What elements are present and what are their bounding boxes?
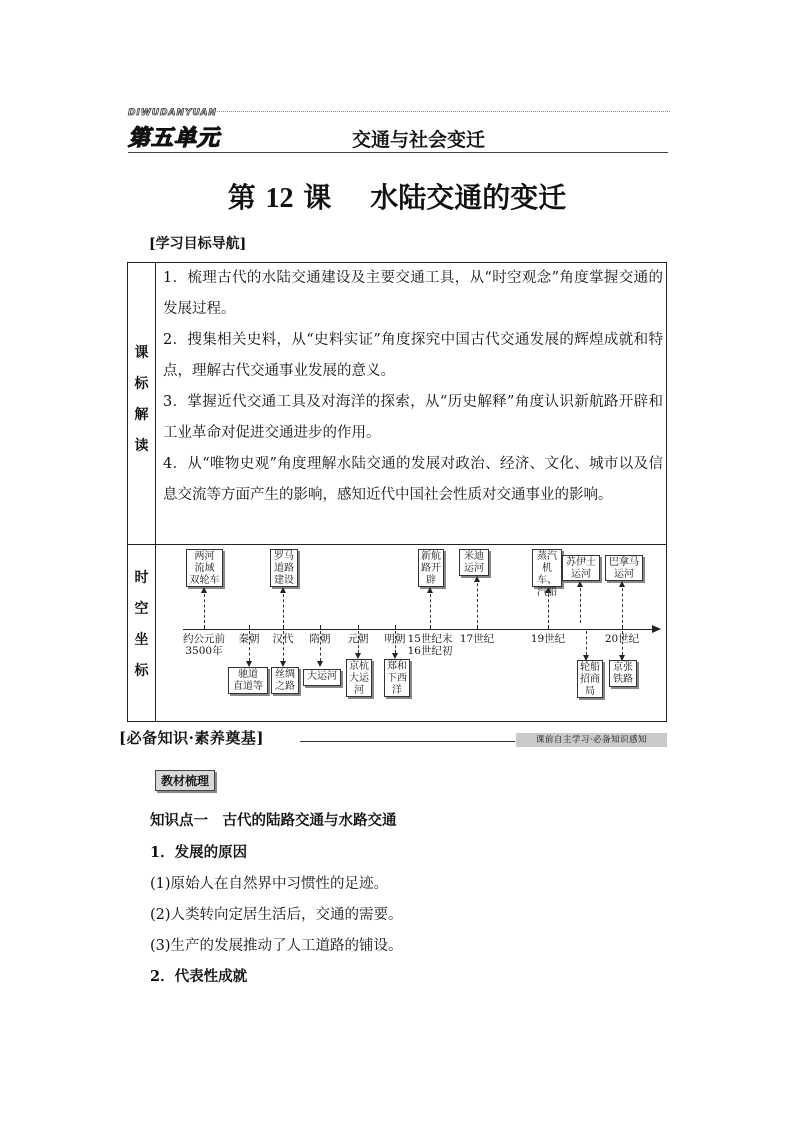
event-box-below: 京杭 大运 河	[346, 659, 372, 697]
connector-dashed	[320, 631, 321, 661]
lesson-title	[0, 176, 794, 216]
axis-tick	[622, 625, 623, 630]
axis-label: 20世纪	[604, 633, 640, 645]
unit-title: 交通与社会变迁	[352, 129, 486, 151]
arrow-up-icon	[201, 587, 207, 593]
connector-dashed	[283, 631, 284, 661]
axis-tick	[320, 625, 321, 630]
event-box-below: 大运河	[303, 669, 341, 686]
row-label-char: 标	[134, 663, 149, 679]
goal-item: 2．搜集相关史料，从“史料实证”角度探究中国古代交通发展的辉煌成就和特点，理解古代交通事业发展的意义。	[163, 332, 663, 379]
list-item: (1)原始人在自然界中习惯性的足迹。	[150, 876, 389, 892]
row-label-char: 坐	[134, 632, 149, 648]
row-label-char: 课	[134, 345, 149, 361]
event-box-below: 郑和 下西 洋	[384, 659, 410, 697]
timeline-axis-arrow	[652, 625, 661, 633]
event-box-above: 苏伊士 运河	[562, 555, 600, 581]
row-label-char: 时	[134, 570, 149, 586]
event-box-below: 驰道 直道等	[228, 667, 268, 694]
unit-label: 第五单元	[128, 126, 221, 151]
arrow-up-icon	[280, 587, 286, 593]
arrow-up-icon	[474, 576, 480, 582]
row-label-char: 空	[134, 601, 149, 617]
axis-tick	[548, 625, 549, 630]
axis-tick	[358, 625, 359, 630]
axis-tick	[430, 625, 431, 630]
axis-label: 元朝	[347, 633, 369, 645]
event-box-above: 两河 流域 双轮车	[186, 549, 223, 587]
list-item: (3)生产的发展推动了人工道路的铺设。	[150, 938, 403, 954]
arrow-down-icon	[317, 661, 323, 667]
event-box-below: 轮船 招商 局	[577, 660, 603, 698]
connector-dashed	[395, 631, 396, 653]
axis-label: 隋朝	[309, 633, 331, 645]
axis-tick	[477, 625, 478, 630]
axis-tick	[395, 625, 396, 630]
textbook-summary-badge: 教材梳理	[155, 770, 215, 791]
axis-label: 秦朝	[238, 633, 260, 645]
event-box-above: 蒸汽 机车、 汽船	[532, 549, 562, 587]
event-box-below: 丝绸 之路	[271, 667, 299, 694]
lesson-suffix: 课	[303, 181, 332, 214]
lesson-number: 12	[265, 183, 294, 214]
subheading-causes: 1．发展的原因	[150, 844, 248, 861]
axis-tick	[249, 625, 250, 630]
row-label-standard	[128, 338, 155, 462]
section-title: [必备知识·素养奠基]	[119, 729, 264, 747]
row-label-char: 标	[134, 376, 149, 392]
unit-pinyin: DIWUDANYUAN	[128, 108, 217, 118]
arrow-up-icon	[619, 581, 625, 587]
list-item: (2)人类转向定居生活后，交通的需要。	[150, 907, 403, 923]
goal-item: 4．从“唯物史观”角度理解水陆交通的发展对政治、经济、文化、城市以及信息交流等方面产生的影响，感知近代中国社会性质对交通事业的影响。	[163, 456, 663, 503]
axis-label: 17世纪	[459, 633, 495, 645]
goals-list	[163, 263, 663, 511]
event-box-above: 米迪 运河	[459, 549, 489, 576]
subheading-achievements: 2．代表性成就	[150, 968, 248, 985]
axis-tick	[283, 625, 284, 630]
axis-label: 明朝	[384, 633, 406, 645]
goal-item: 1．梳理古代的水陆交通建设及主要交通工具，从“时空观念”角度掌握交通的发展过程。	[163, 270, 663, 317]
connector-dashed	[358, 631, 359, 653]
connector-dashed	[477, 578, 478, 623]
connector-dashed	[204, 589, 205, 623]
goals-label: [学习目标导航]	[149, 236, 247, 252]
connector-dashed	[548, 589, 549, 623]
axis-label: 约公元前 3500年	[183, 633, 225, 657]
lesson-prefix: 第	[227, 181, 256, 214]
axis-tick	[204, 625, 205, 630]
connector-dashed	[580, 583, 581, 623]
goals-table	[127, 262, 667, 722]
row-label-timeline	[128, 563, 155, 687]
knowledge-point-heading: 知识点一 古代的陆路交通与水路交通	[150, 812, 397, 829]
header-rule	[128, 152, 668, 153]
lesson-name: 水陆交通的变迁	[370, 181, 567, 214]
arrow-up-icon	[427, 587, 433, 593]
connector-dashed	[622, 583, 623, 623]
arrow-up-icon	[545, 587, 551, 593]
event-box-above: 罗马 道路 建设	[270, 549, 298, 587]
arrow-up-icon	[577, 581, 583, 587]
event-box-above: 新航 路开 辟	[418, 549, 444, 587]
row-label-char: 解	[134, 407, 149, 423]
connector-dashed	[586, 631, 587, 655]
axis-label: 15世纪末 16世纪初	[407, 633, 453, 657]
section-tag: 课前自主学习·必备知识感知	[516, 733, 667, 747]
row-label-char: 读	[134, 438, 149, 454]
header-dotted-rule	[210, 111, 670, 112]
section-rule	[300, 741, 515, 742]
timeline-axis	[183, 629, 657, 630]
axis-label: 汉代	[272, 633, 294, 645]
event-box-above: 巴拿马 运河	[605, 555, 643, 581]
connector-dashed	[249, 631, 250, 661]
event-box-below: 京张 铁路	[609, 660, 637, 687]
goal-item: 3．掌握近代交通工具及对海洋的探索，从“历史解释”角度认识新航路开辟和工业革命对促进交通进步的作用。	[163, 394, 663, 441]
connector-dashed	[430, 589, 431, 623]
connector-dashed	[283, 589, 284, 623]
axis-label: 19世纪	[530, 633, 566, 645]
connector-dashed	[622, 631, 623, 655]
timeline-diagram	[156, 545, 667, 722]
